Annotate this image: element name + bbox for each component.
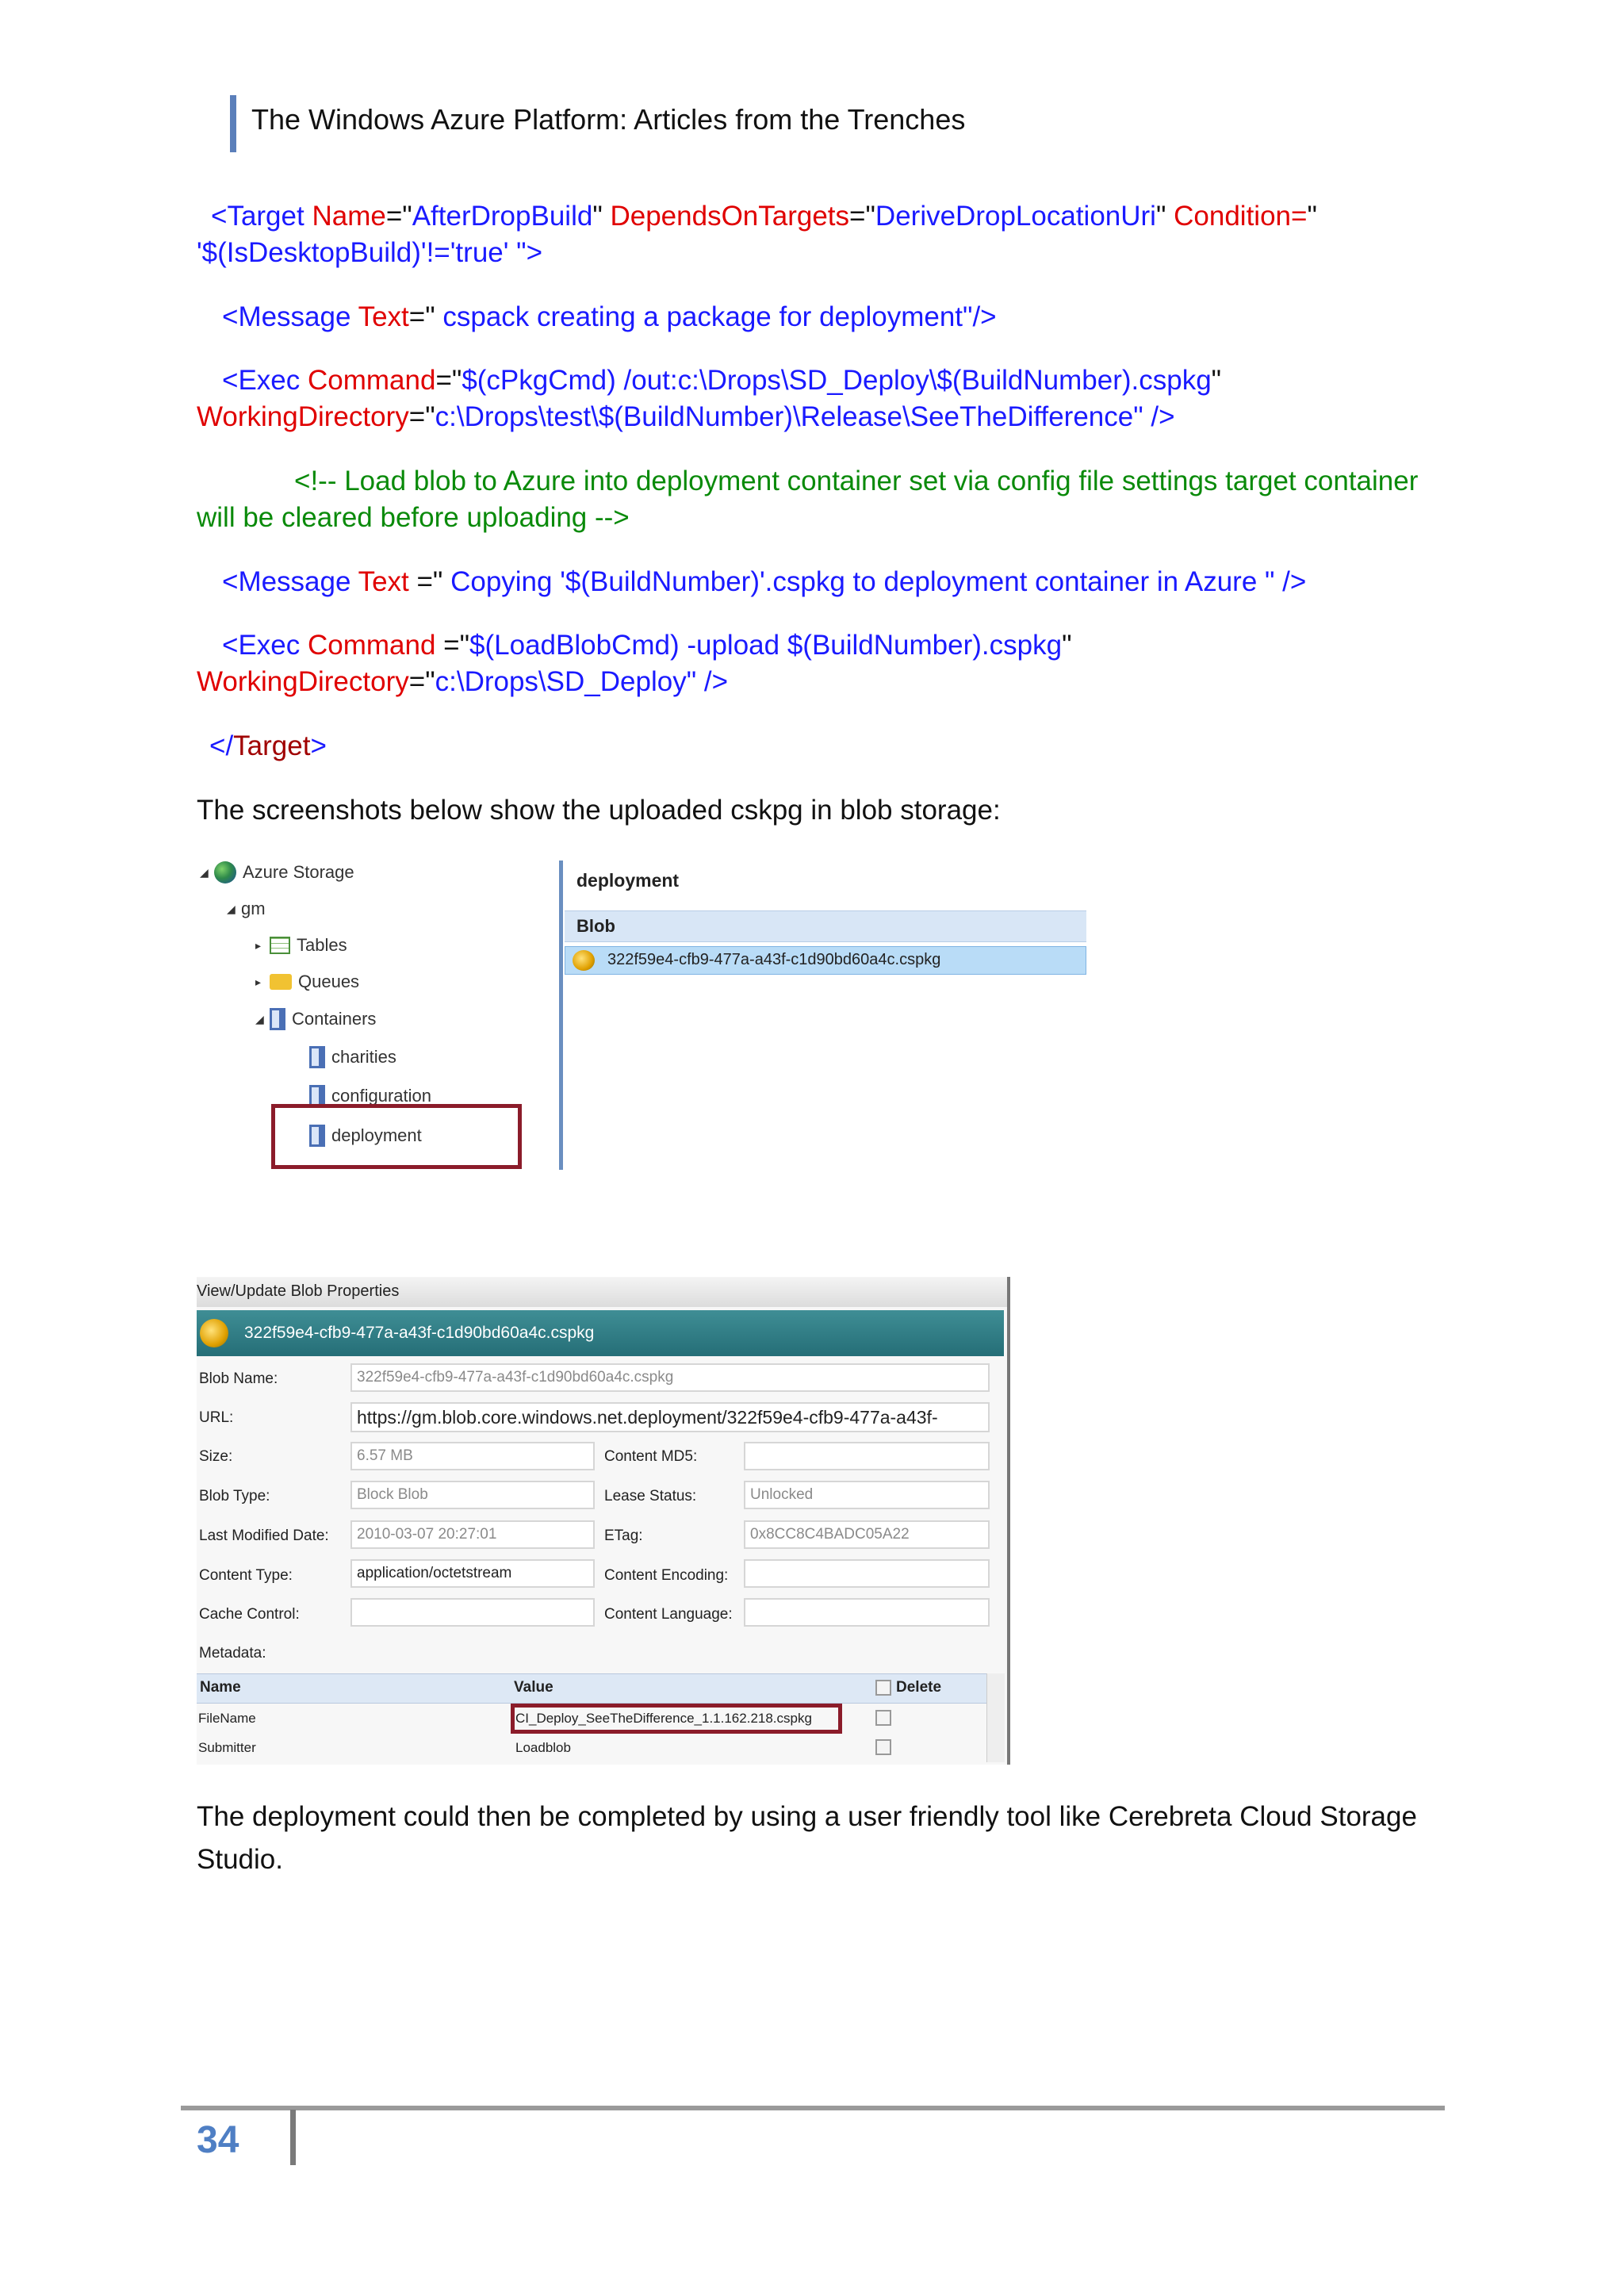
running-header-title: The Windows Azure Platform: Articles from the Trenches <box>251 103 966 136</box>
code-line-exec-2: <Exec Command ="$(LoadBlobCmd) -upload $(BuildNumber).cspkg" <box>222 630 1072 661</box>
metadata-col-delete[interactable]: Delete <box>896 1679 942 1696</box>
etag-field[interactable]: 0x8CC8C4BADC05A22 <box>744 1520 990 1549</box>
metadata-row-name[interactable]: Submitter <box>198 1740 256 1755</box>
blob-list-item-name[interactable]: 322f59e4-cfb9-477a-a43f-c1d90bd60a4c.cspkg <box>607 951 941 968</box>
content-type-field[interactable]: application/octetstream <box>350 1559 595 1588</box>
blob-header-title: 322f59e4-cfb9-477a-a43f-c1d90bd60a4c.cspkg <box>244 1324 595 1342</box>
blob-type-label: Blob Type: <box>199 1488 270 1504</box>
code-line-target-open: <Target Name="AfterDropBuild" DependsOnTargets="DeriveDropLocationUri" Condition=" <box>211 201 1317 232</box>
content-type-label: Content Type: <box>199 1567 293 1584</box>
code-line-message-2: <Message Text =" Copying '$(BuildNumber)'.cspkg to deployment container in Azure " /> <box>222 566 1307 597</box>
container-panel-title: deployment <box>576 870 680 891</box>
page-number: 34 <box>197 2119 239 2161</box>
metadata-row-delete-checkbox[interactable] <box>875 1710 891 1726</box>
metadata-col-name[interactable]: Name <box>200 1679 241 1696</box>
code-line-exec-1-workdir: WorkingDirectory="c:\Drops\test\$(BuildNumber)\Release\SeeTheDifference" /> <box>197 401 1175 432</box>
content-md5-field[interactable] <box>744 1442 990 1470</box>
code-line-target-condition: '$(IsDesktopBuild)'!='true' "> <box>197 237 543 268</box>
metadata-row-value[interactable]: CI_Deploy_SeeTheDifference_1.1.162.218.cspkg <box>515 1711 812 1726</box>
content-md5-label: Content MD5: <box>604 1448 698 1465</box>
window-title: View/Update Blob Properties <box>197 1282 400 1300</box>
container-icon <box>309 1046 325 1068</box>
tree-item-tables[interactable]: ▸ Tables <box>255 935 347 955</box>
blob-name-field[interactable]: 322f59e4-cfb9-477a-a43f-c1d90bd60a4c.cspkg <box>350 1363 990 1392</box>
content-language-field[interactable] <box>744 1598 990 1627</box>
lease-status-field[interactable]: Unlocked <box>744 1481 990 1509</box>
expand-arrow-icon[interactable]: ◢ <box>227 902 236 915</box>
code-comment-line-2: will be cleared before uploading --> <box>197 502 630 533</box>
code-line-exec-1: <Exec Command="$(cPkgCmd) /out:c:\Drops\SD_Deploy\$(BuildNumber).cspkg" <box>222 365 1222 396</box>
metadata-row-name[interactable]: FileName <box>198 1711 256 1726</box>
content-encoding-field[interactable] <box>744 1559 990 1588</box>
cache-control-field[interactable] <box>350 1598 595 1627</box>
footer-divider <box>290 2110 296 2165</box>
footer-rule <box>181 2106 1445 2110</box>
tree-item-container-configuration[interactable]: configuration <box>309 1085 431 1107</box>
size-field[interactable]: 6.57 MB <box>350 1442 595 1470</box>
blob-type-field[interactable]: Block Blob <box>350 1481 595 1509</box>
lease-status-label: Lease Status: <box>604 1488 697 1504</box>
metadata-scrollbar[interactable] <box>986 1673 1005 1762</box>
blob-icon <box>200 1319 228 1347</box>
blob-name-label: Blob Name: <box>199 1370 278 1387</box>
metadata-row-delete-checkbox[interactable] <box>875 1739 891 1755</box>
etag-label: ETag: <box>604 1527 643 1544</box>
url-label: URL: <box>199 1409 234 1426</box>
tree-item-container-deployment[interactable]: deployment <box>309 1125 422 1147</box>
expand-arrow-icon[interactable]: ◢ <box>200 865 209 879</box>
content-encoding-label: Content Encoding: <box>604 1567 729 1584</box>
cache-control-label: Cache Control: <box>199 1606 300 1623</box>
blob-column-header-row <box>565 910 1086 942</box>
tree-item-container-charities[interactable]: charities <box>309 1046 396 1068</box>
last-modified-field[interactable]: 2010-03-07 20:27:01 <box>350 1520 595 1549</box>
tree-item-azure-storage[interactable]: ◢ Azure Storage <box>200 862 354 882</box>
table-icon <box>270 937 290 954</box>
highlight-box-deployment <box>271 1104 522 1169</box>
blob-icon <box>573 950 595 971</box>
body-paragraph-conclusion: The deployment could then be completed by using a user friendly tool like Cerebreta Cloud Storage Studio. <box>197 1801 1417 1875</box>
metadata-col-value[interactable]: Value <box>514 1679 553 1696</box>
code-comment-line-1: <!-- Load blob to Azure into deployment container set via config file settings target container <box>294 466 1419 496</box>
expand-arrow-icon[interactable]: ◢ <box>255 1012 264 1025</box>
code-line-message-1: <Message Text=" cspack creating a package for deployment"/> <box>222 301 997 332</box>
container-icon <box>270 1008 285 1030</box>
blob-column-header[interactable]: Blob <box>576 916 615 936</box>
pane-divider[interactable] <box>559 861 563 1170</box>
code-line-exec-2-workdir: WorkingDirectory="c:\Drops\SD_Deploy" /> <box>197 666 729 697</box>
tree-item-account[interactable]: ◢ gm <box>227 899 266 918</box>
last-modified-label: Last Modified Date: <box>199 1527 329 1544</box>
content-language-label: Content Language: <box>604 1606 733 1623</box>
tree-item-containers[interactable]: ◢ Containers <box>255 1009 377 1029</box>
body-paragraph-screenshots: The screenshots below show the uploaded cskpg in blob storage: <box>197 795 1001 826</box>
header-accent-bar <box>230 95 236 152</box>
collapse-arrow-icon[interactable]: ▸ <box>255 938 262 952</box>
queue-icon <box>270 974 292 990</box>
size-label: Size: <box>199 1448 233 1465</box>
code-line-target-close: </Target> <box>209 730 327 761</box>
collapse-arrow-icon[interactable]: ▸ <box>255 975 262 988</box>
metadata-row-value[interactable]: Loadblob <box>515 1740 571 1755</box>
delete-all-checkbox[interactable] <box>875 1680 891 1696</box>
metadata-label: Metadata: <box>199 1645 266 1662</box>
url-field[interactable]: https://gm.blob.core.windows.net.deployment/322f59e4-cfb9-477a-a43f- <box>350 1402 990 1432</box>
highlight-box-filename <box>511 1704 842 1734</box>
globe-icon <box>214 861 236 884</box>
tree-item-queues[interactable]: ▸ Queues <box>255 972 360 991</box>
